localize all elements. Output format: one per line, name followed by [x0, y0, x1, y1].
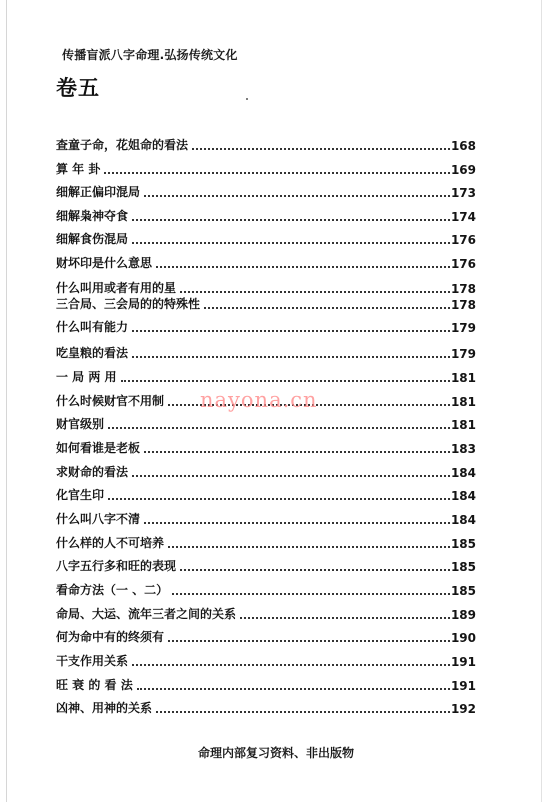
page-header: 传播盲派八字命理.弘扬传统文化 [62, 48, 238, 62]
toc-entry[interactable] [56, 200, 476, 224]
toc-dot-leader [132, 242, 450, 244]
toc-dot-leader [104, 172, 450, 174]
toc-entry[interactable] [56, 645, 476, 669]
toc-entry-title: 细解枭神夺食 [56, 209, 129, 223]
toc-entry-page-number: 189 [450, 608, 476, 622]
toc-entry-page-number: 181 [450, 395, 476, 409]
toc-entry[interactable] [56, 409, 476, 432]
toc-entry-page-number: 174 [450, 210, 476, 224]
toc-entry-title: 财坏印是什么意思 [56, 256, 153, 270]
toc-entry-title: 查童子命，花姐命的看法 [56, 138, 189, 152]
toc-entry-page-number: 184 [450, 489, 476, 503]
toc-entry-title: 如何看谁是老板 [56, 441, 141, 455]
toc-entry[interactable] [56, 669, 476, 693]
toc-dot-leader [204, 307, 450, 309]
toc-entry-page-number: 190 [450, 631, 476, 645]
toc-entry[interactable] [56, 693, 476, 716]
toc-entry-title: 一 局 两 用 [56, 370, 117, 384]
toc-entry-title: 吃皇粮的看法 [56, 346, 129, 360]
page-left-edge [6, 0, 7, 802]
toc-entry-page-number: 192 [450, 702, 476, 716]
toc-entry-title: 凶神、用神的关系 [56, 701, 153, 715]
toc-entry[interactable] [56, 177, 476, 200]
toc-entry[interactable] [56, 574, 476, 598]
toc-dot-leader [192, 148, 450, 150]
toc-entry-page-number: 183 [450, 442, 476, 456]
toc-dot-leader [137, 688, 450, 690]
toc-dot-leader [121, 380, 450, 382]
section-title: 卷五 [56, 76, 100, 100]
toc-entry-title: 何为命中有的终须有 [56, 630, 165, 644]
toc-entry[interactable] [56, 622, 476, 645]
toc-entry-page-number: 176 [450, 233, 476, 247]
toc-entry[interactable] [56, 224, 476, 247]
toc-entry[interactable] [56, 551, 476, 574]
page-right-edge [541, 0, 542, 802]
toc-dot-leader [172, 593, 450, 595]
toc-entry-page-number: 191 [450, 679, 476, 693]
toc-entry-page-number: 173 [450, 186, 476, 200]
toc-entry-page-number: 168 [450, 139, 476, 153]
toc-entry-page-number: 184 [450, 466, 476, 480]
toc-entry-page-number: 178 [450, 298, 476, 312]
toc-entry[interactable] [56, 296, 476, 312]
toc-dot-leader [144, 451, 450, 453]
toc-entry-page-number: 185 [450, 537, 476, 551]
toc-entry-title: 什么样的人不可培养 [56, 536, 165, 550]
toc-entry-title: 八字五行多和旺的表现 [56, 559, 177, 573]
toc-dot-leader [180, 569, 450, 571]
toc-entry[interactable] [56, 432, 476, 456]
toc-entry-page-number: 185 [450, 584, 476, 598]
toc-entry-title: 财官级别 [56, 417, 105, 431]
toc-entry-title: 细解食伤混局 [56, 232, 129, 246]
toc-entry-page-number: 179 [450, 347, 476, 361]
toc-entry[interactable] [56, 456, 476, 480]
toc-entry-title: 干支作用关系 [56, 654, 129, 668]
toc-entry[interactable] [56, 598, 476, 622]
toc-dot-leader [156, 266, 450, 268]
toc-dot-leader [132, 330, 450, 332]
toc-entry-page-number: 191 [450, 655, 476, 669]
toc-entry-title: 化官生印 [56, 488, 105, 502]
toc-entry[interactable] [56, 312, 476, 335]
toc-dot-leader [156, 711, 450, 713]
toc-entry-page-number: 169 [450, 163, 476, 177]
toc-entry-title: 算 年 卦 [56, 162, 101, 176]
toc-entry-title: 什么时候财官不用制 [56, 394, 165, 408]
toc-entry-title: 命局、大运、流年三者之间的关系 [56, 607, 237, 621]
toc-entry[interactable] [56, 480, 476, 503]
toc-entry[interactable] [56, 361, 476, 385]
toc-entry-title: 什么叫有能力 [56, 320, 129, 334]
toc-dot-leader [168, 546, 450, 548]
toc-entry-title: 求财命的看法 [56, 465, 129, 479]
toc-dot-leader [108, 427, 450, 429]
toc-dot-leader [132, 475, 450, 477]
toc-entry[interactable] [56, 335, 476, 361]
toc-entry-page-number: 185 [450, 560, 476, 574]
toc-entry[interactable] [56, 130, 476, 153]
toc-entry-title: 什么叫八字不清 [56, 512, 141, 526]
page-footer: 命理内部复习资料、非出版物 [198, 746, 355, 760]
toc-entry-page-number: 181 [450, 371, 476, 385]
toc-dot-leader [132, 219, 450, 221]
toc-entry-page-number: 184 [450, 513, 476, 527]
toc-entry[interactable] [56, 503, 476, 527]
toc-dot-leader [240, 617, 450, 619]
toc-entry-page-number: 178 [450, 282, 476, 296]
watermark: nayona.cn [200, 388, 318, 412]
toc-dot-leader [144, 522, 450, 524]
toc-entry[interactable] [56, 527, 476, 551]
toc-dot-leader [132, 356, 450, 358]
toc-dot-leader [168, 640, 450, 642]
toc-entry-title: 什么叫用或者有用的星 [56, 281, 177, 295]
toc-entry[interactable] [56, 271, 476, 296]
toc-entry-page-number: 179 [450, 321, 476, 335]
toc-entry[interactable] [56, 153, 476, 177]
table-of-contents [56, 130, 476, 716]
scan-speck [246, 98, 248, 100]
toc-dot-leader [144, 195, 450, 197]
toc-dot-leader [132, 664, 450, 666]
toc-entry[interactable] [56, 247, 476, 271]
toc-dot-leader [108, 498, 450, 500]
toc-entry-page-number: 176 [450, 257, 476, 271]
toc-entry-title: 旺 衰 的 看 法 [56, 678, 133, 692]
toc-entry-title: 看命方法（一 、二） [56, 583, 169, 597]
toc-entry-title: 三合局、三会局的的特殊性 [56, 297, 201, 311]
toc-entry-page-number: 181 [450, 418, 476, 432]
toc-dot-leader [180, 291, 450, 293]
toc-entry-title: 细解正偏印混局 [56, 185, 141, 199]
